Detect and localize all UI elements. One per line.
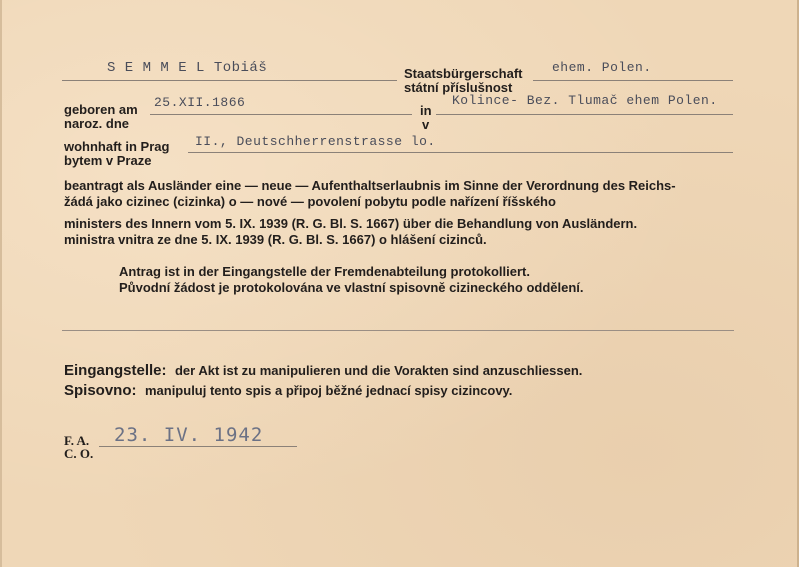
spisovna-text: manipuluj tento spis a připoj běžné jednací spisy cizincovy. bbox=[144, 383, 513, 398]
in-label-de: in bbox=[420, 103, 432, 118]
note-line-1: Antrag ist in der Eingangstelle der Fremdenabteilung protokolliert. bbox=[119, 264, 530, 279]
body-line-2: žádá jako cizinec (cizinka) o — nové — povolení pobytu podle nařízení říšského bbox=[64, 194, 556, 209]
citizenship-underline bbox=[533, 80, 733, 81]
citizenship-label-de: Staatsbürgerschaft bbox=[404, 66, 523, 81]
name-value: S E M M E L Tobiáš bbox=[107, 60, 268, 76]
eingang-label: Eingangstelle: bbox=[64, 362, 167, 379]
separator-line bbox=[62, 330, 734, 331]
date-stamp: 23. IV. 1942 bbox=[114, 424, 264, 446]
spisovna-row bbox=[64, 382, 512, 400]
date-underline bbox=[99, 446, 297, 447]
body-line-3: ministers des Innern vom 5. IX. 1939 (R. G. Bl. S. 1667) über die Behandlung von Ausländern. bbox=[64, 216, 638, 231]
eingang-row bbox=[64, 362, 582, 380]
in-label-cs: v bbox=[422, 117, 430, 132]
born-label-de: geboren am bbox=[64, 102, 138, 117]
citizenship-label-cs: státní příslušnost bbox=[404, 80, 513, 95]
body-line-1: beantragt als Ausländer eine — neue — Aufenthaltserlaubnis im Sinne der Verordnung des Reichs- bbox=[64, 178, 676, 193]
co-label: C. O. bbox=[64, 446, 94, 461]
spisovna-label: Spisovno: bbox=[64, 382, 137, 399]
note-line-2: Původní žádost je protokolována ve vlastní spisovně cizineckého oddělení. bbox=[119, 280, 584, 295]
citizenship-value: ehem. Polen. bbox=[552, 60, 652, 75]
born-label-cs: naroz. dne bbox=[64, 116, 130, 131]
birth-date-value: 25.XII.1866 bbox=[154, 95, 246, 110]
birth-date-underline bbox=[150, 114, 412, 115]
residence-label-cs: bytem v Praze bbox=[64, 153, 152, 168]
residence-label-de: wohnhaft in Prag bbox=[64, 139, 170, 154]
residence-value: II., Deutschherrenstrasse lo. bbox=[195, 134, 436, 149]
eingang-text: der Akt ist zu manipulieren und die Vorakten sind anzuschliessen. bbox=[174, 363, 583, 378]
birthplace-underline bbox=[436, 114, 733, 115]
residence-underline bbox=[188, 152, 733, 153]
fa-label: F. A. bbox=[64, 433, 90, 448]
name-underline bbox=[62, 80, 397, 81]
body-line-4: ministra vnitra ze dne 5. IX. 1939 (R. G. Bl. S. 1667) o hlášení cizinců. bbox=[64, 232, 487, 247]
birthplace-value: Kolince- Bez. Tlumač ehem Polen. bbox=[452, 93, 718, 108]
